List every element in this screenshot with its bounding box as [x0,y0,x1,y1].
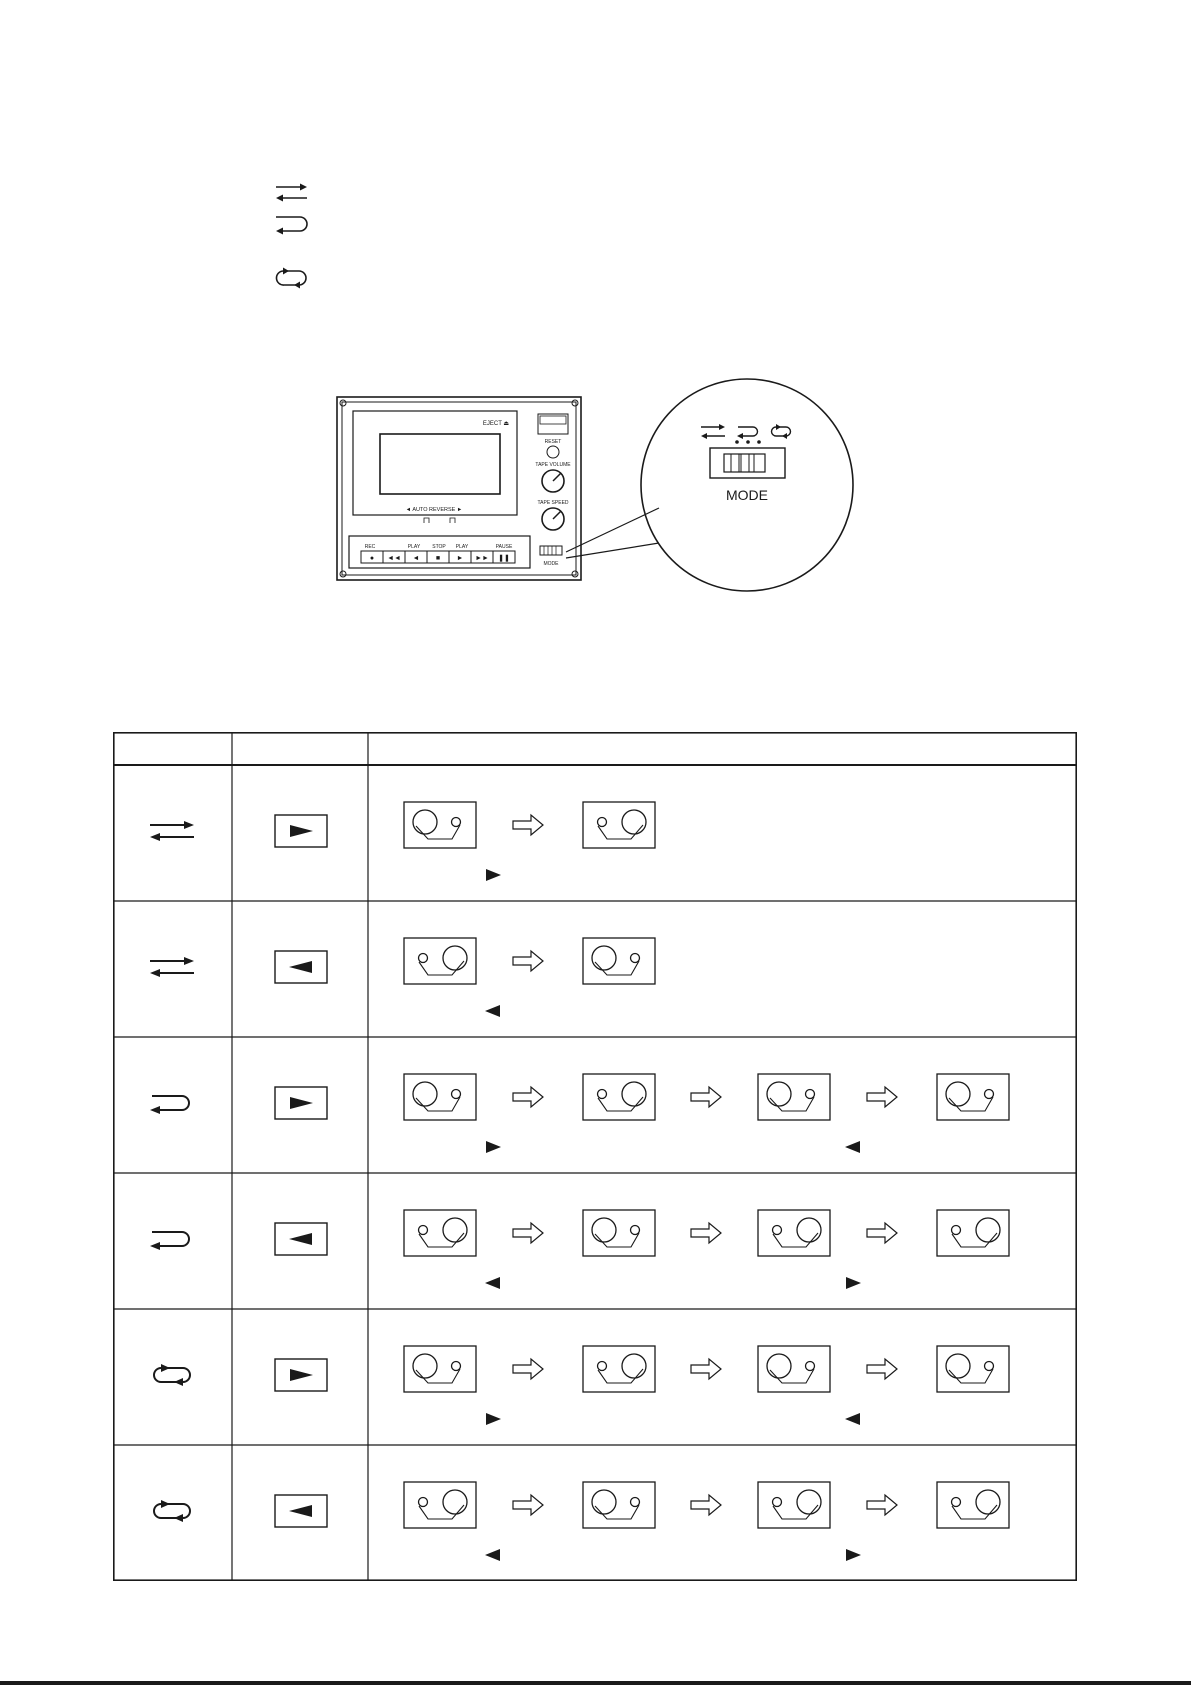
cassette-diagram [404,802,476,848]
flow-arrow [691,1223,721,1243]
flow-arrow [691,1087,721,1107]
mode-slide-switch [710,448,785,478]
callout-one-way-icon [701,424,725,439]
table-row [154,1346,1009,1425]
flow-arrow [513,1495,543,1515]
svg-text:❚❚: ❚❚ [498,555,510,562]
mode-legend [272,180,312,290]
direction-right-icon [846,1277,861,1289]
cassette-diagram [583,1346,655,1392]
cassette-diagram [758,1346,830,1392]
direction-right-icon [846,1549,861,1561]
callout-circle [641,379,853,591]
panel-screws [340,400,578,577]
table-row [150,1074,1009,1153]
cassette-diagram [937,1074,1009,1120]
direction-right-icon [486,1413,501,1425]
svg-text:■: ■ [435,555,441,562]
cassette-diagram [404,1210,476,1256]
table-row [150,1210,1009,1289]
flow-arrow [691,1359,721,1379]
flow-arrow [867,1087,897,1107]
transport-labels [365,544,513,550]
direction-left-icon [485,1277,500,1289]
cassette-diagram [583,1210,655,1256]
mode-switch-small [540,546,562,555]
flow-arrow [867,1223,897,1243]
cassette-diagram [583,802,655,848]
continuous-icon [276,268,306,289]
cassette-diagram [583,938,655,984]
table-row [150,938,655,1017]
svg-text:◄◄: ◄◄ [387,555,401,562]
svg-text:REC: REC [364,544,376,550]
svg-text:PLAY: PLAY [407,544,421,550]
direction-right-icon [486,869,501,881]
flow-arrow [513,815,543,835]
cassette-diagram [758,1210,830,1256]
direction-left-icon [485,1005,500,1017]
callout-mode-label: MODE [726,487,768,503]
svg-text:STOP: STOP [432,544,446,550]
cassette-diagram [758,1482,830,1528]
flow-arrow [867,1359,897,1379]
mode-switch-callout [566,378,856,593]
one-way-icon [276,184,307,202]
svg-text:●: ● [369,555,375,562]
cassette-diagram [937,1482,1009,1528]
cassette-diagram [404,1074,476,1120]
reset-label: RESET [544,439,562,445]
callout-one-reverse-icon [737,427,758,439]
svg-text:►: ► [456,555,464,562]
table-row [154,1482,1009,1561]
direction-right-icon [486,1141,501,1153]
cassette-diagram [404,1482,476,1528]
svg-text:PLAY: PLAY [455,544,469,550]
callout-continuous-icon [772,424,791,439]
cassette-diagram [758,1074,830,1120]
direction-left-icon [485,1549,500,1561]
cassette-window [380,434,500,494]
cassette-diagram [404,938,476,984]
flow-arrow [867,1495,897,1515]
page-bottom-rule [0,1681,1191,1685]
cassette-diagram [937,1210,1009,1256]
svg-text:PAUSE: PAUSE [495,544,513,550]
svg-text:◄: ◄ [412,555,420,562]
flow-arrow [513,951,543,971]
flow-arrow [691,1495,721,1515]
mode-switch-label: MODE [543,561,559,567]
flow-arrow [513,1223,543,1243]
auto-reverse-label: ◄ AUTO REVERSE ► [405,507,463,513]
flow-arrow [513,1359,543,1379]
table-frame [114,733,1076,1580]
direction-left-icon [845,1141,860,1153]
cassette-diagram [937,1346,1009,1392]
cassette-diagram [583,1074,655,1120]
tape-volume-label: TAPE VOLUME [535,462,571,468]
transport-buttons [361,551,515,563]
direction-left-icon [845,1413,860,1425]
one-reverse-icon [276,217,307,235]
cassette-deck-illustration [336,396,582,581]
svg-text:►►: ►► [475,555,489,562]
table-row [150,802,655,881]
eject-label: EJECT ⏏ [482,421,510,427]
cassette-diagram [583,1482,655,1528]
reset-button [547,446,559,458]
tape-speed-label: TAPE SPEED [537,500,569,506]
cassette-diagram [404,1346,476,1392]
flow-arrow [513,1087,543,1107]
mode-table [113,732,1077,1583]
